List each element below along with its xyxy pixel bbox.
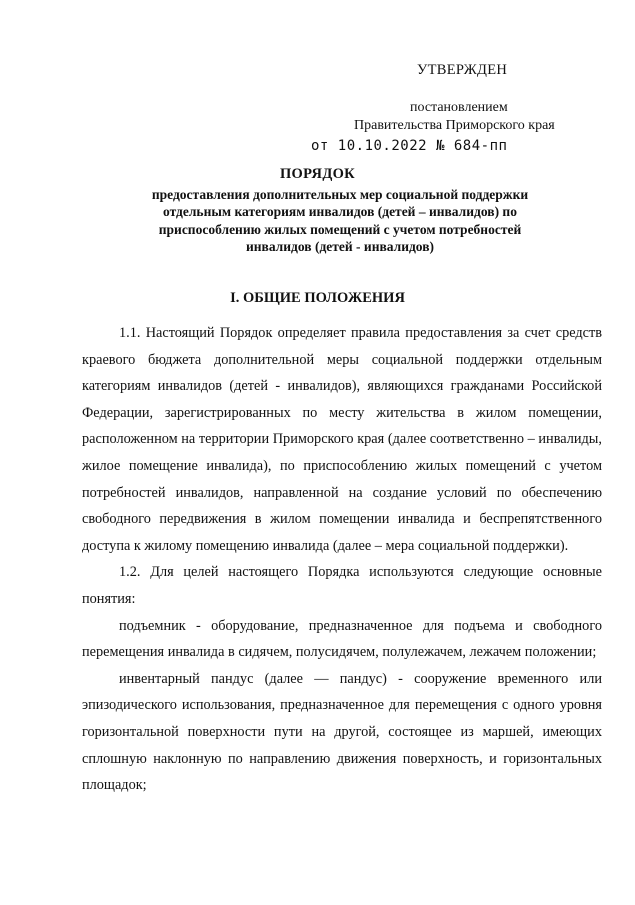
section-heading: I. ОБЩИЕ ПОЛОЖЕНИЯ xyxy=(230,290,405,306)
document-subtitle: предоставления дополнительных мер социальной поддержки отдельным категориям инвалидов (детей – инвалидов) по приспособлению жилых помещений с учетом потребностей инвалидов (детей - инвалидов) xyxy=(151,187,529,254)
approving-authority: Правительства Приморского края xyxy=(354,118,555,133)
definition-ramp: инвентарный пандус (далее — пандус) - сооружение временного или эпизодического использования, предназначенное для перемещения с одного уровня горизонтальной поверхности пути на другой, состоящее из маршей, имеющих сплошную наклонную по направлению движения поверхность, и горизонтальных площадок; xyxy=(82,670,602,794)
approved-by-line: постановлением xyxy=(410,100,508,115)
resolution-date-number: от 10.10.2022 № 684-пп xyxy=(311,138,508,154)
document-body xyxy=(82,320,602,799)
paragraph-1-2: 1.2. Для целей настоящего Порядка используются следующие основные понятия: xyxy=(82,564,602,607)
approved-title: УТВЕРЖДЕН xyxy=(417,62,508,78)
paragraph-1-1: 1.1. Настоящий Порядок определяет правила предоставления за счет средств краевого бюджета дополнительной меры социальной поддержки отдельным категориям инвалидов (детей - инвалидов), являющихся гражданами Российской Федерации, зарегистрированных по месту жительства в жилом помещении, расположенном на территории Приморского края (далее соответственно – инвалиды, жилое помещение инвалида), по приспособлению жилых помещений с учетом потребностей инвалидов, направленной на создание условий по обеспечению свободного передвижения в жилом помещении инвалида и беспрепятственного доступа к жилому помещению инвалида (далее – мера социальной поддержки). xyxy=(82,325,602,554)
document-title: ПОРЯДОК xyxy=(279,166,356,182)
definition-lift: подъемник - оборудование, предназначенное для подъема и свободного перемещения инвалида в сидячем, полусидячем, полулежачем, лежачем положении; xyxy=(82,617,602,661)
